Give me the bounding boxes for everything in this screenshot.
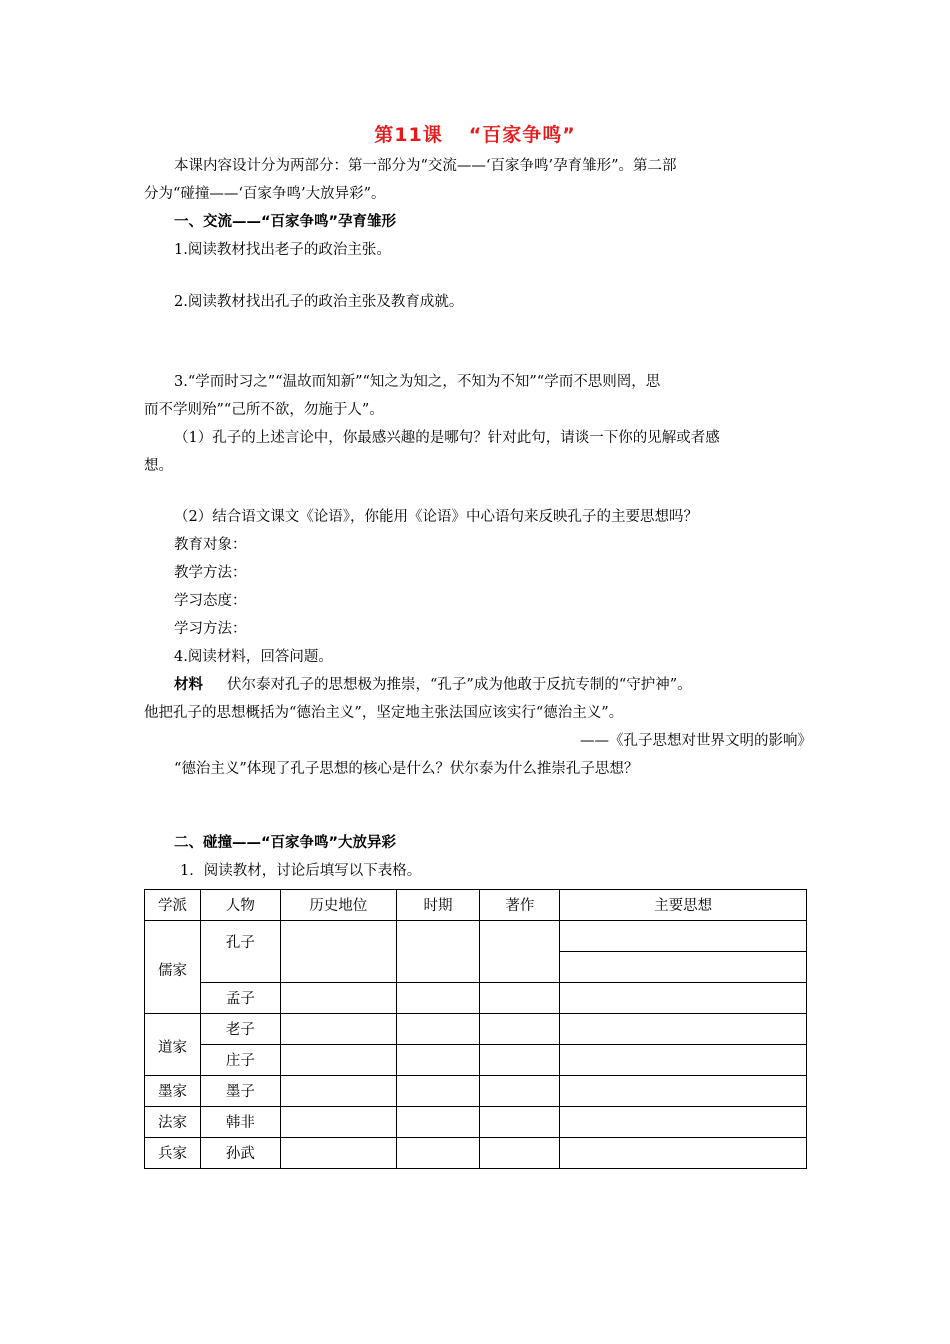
answer-cell[interactable] (396, 1045, 480, 1076)
question-3-1-line-1: （1）孔子的上述言论中，你最感兴趣的是哪句？针对此句，请谈一下你的见解或者感 (174, 430, 720, 446)
answer-cell[interactable] (480, 1138, 560, 1169)
answer-cell[interactable] (396, 1076, 480, 1107)
lesson-number: 第11课 (374, 124, 443, 146)
school-cell: 墨家 (145, 1076, 201, 1107)
answer-cell[interactable] (396, 1138, 480, 1169)
question-3-2: （2）结合语文课文《论语》，你能用《论语》中心语句来反映孔子的主要思想吗？ (174, 509, 698, 525)
material-label: 材料 (174, 677, 203, 693)
answer-cell[interactable] (560, 921, 807, 952)
answer-cell[interactable] (560, 1138, 807, 1169)
schools-table (144, 889, 807, 1169)
section1-heading: 一、交流——“百家争鸣”孕育雏形 (174, 214, 397, 230)
question-3-1-line-2: 想。 (144, 458, 173, 474)
person-cell: 老子 (200, 1014, 280, 1045)
question-4: 4.阅读材料，回答问题。 (174, 649, 333, 665)
answer-cell[interactable] (280, 1107, 396, 1138)
question-3-line-1: 3.“学而时习之”“温故而知新”“知之为知之，不知为不知”“学而不思则罔，思 (174, 374, 661, 390)
table-row (145, 1045, 807, 1076)
answer-cell[interactable] (480, 1045, 560, 1076)
header-person: 人物 (200, 890, 280, 921)
question-3-line-2: 而不学则殆”“己所不欲，勿施于人”。 (144, 402, 384, 418)
answer-cell[interactable] (280, 1014, 396, 1045)
person-cell: 韩非 (200, 1107, 280, 1138)
answer-cell[interactable] (280, 921, 396, 983)
answer-cell[interactable] (480, 1076, 560, 1107)
person-cell: 孔子 (200, 921, 280, 983)
field-education-target: 教育对象： (174, 537, 247, 553)
material-line-2: 他把孔子的思想概括为“德治主义”，坚定地主张法国应该实行“德治主义”。 (144, 705, 624, 721)
answer-cell[interactable] (280, 1138, 396, 1169)
person-cell: 孙武 (200, 1138, 280, 1169)
section2-question-1: 1．阅读教材，讨论后填写以下表格。 (180, 863, 422, 879)
answer-cell[interactable] (396, 1107, 480, 1138)
table-row (145, 1107, 807, 1138)
answer-cell[interactable] (480, 983, 560, 1014)
section2-heading: 二、碰撞——“百家争鸣”大放异彩 (174, 835, 397, 851)
table-row (145, 1014, 807, 1045)
header-works: 著作 (480, 890, 560, 921)
answer-cell[interactable] (480, 1107, 560, 1138)
answer-cell[interactable] (560, 983, 807, 1014)
field-learning-attitude: 学习态度： (174, 593, 247, 609)
answer-cell[interactable] (396, 983, 480, 1014)
answer-cell[interactable] (280, 983, 396, 1014)
header-historical-status: 历史地位 (280, 890, 396, 921)
question-4-prompt: “德治主义”体现了孔子思想的核心是什么？伏尔泰为什么推崇孔子思想？ (174, 761, 639, 777)
lesson-title (0, 120, 950, 147)
table-row (145, 1138, 807, 1169)
field-teaching-method: 教学方法： (174, 565, 247, 581)
field-learning-method: 学习方法： (174, 621, 247, 637)
header-main-ideas: 主要思想 (560, 890, 807, 921)
answer-cell[interactable] (480, 1014, 560, 1045)
answer-cell[interactable] (280, 1076, 396, 1107)
answer-cell[interactable] (280, 1045, 396, 1076)
lesson-topic: “百家争鸣” (468, 124, 576, 146)
material-source: ——《孔子思想对世界文明的影响》 (580, 733, 812, 749)
school-cell: 兵家 (145, 1138, 201, 1169)
table-header-row (145, 890, 807, 921)
table-row (145, 921, 807, 952)
school-cell: 儒家 (145, 921, 201, 1014)
answer-cell[interactable] (560, 1045, 807, 1076)
table-row (145, 983, 807, 1014)
answer-cell[interactable] (480, 921, 560, 983)
person-cell: 庄子 (200, 1045, 280, 1076)
answer-cell[interactable] (560, 1107, 807, 1138)
answer-cell[interactable] (396, 921, 480, 983)
table-row (145, 1076, 807, 1107)
person-cell: 孟子 (200, 983, 280, 1014)
person-cell: 墨子 (200, 1076, 280, 1107)
header-school: 学派 (145, 890, 201, 921)
material-line-1 (144, 671, 812, 699)
answer-cell[interactable] (560, 1076, 807, 1107)
intro-line-2: 分为“碰撞——‘百家争鸣’大放异彩”。 (144, 186, 386, 202)
material-text-1: 伏尔泰对孔子的思想极为推崇，“孔子”成为他敢于反抗专制的“守护神”。 (227, 677, 692, 693)
question-2: 2.阅读教材找出孔子的政治主张及教育成就。 (174, 294, 464, 310)
question-1: 1.阅读教材找出老子的政治主张。 (174, 242, 391, 258)
school-cell: 道家 (145, 1014, 201, 1076)
answer-cell[interactable] (560, 1014, 807, 1045)
intro-line-1: 本课内容设计分为两部分：第一部分为“交流——‘百家争鸣’孕育雏形”。第二部 (174, 158, 677, 174)
school-cell: 法家 (145, 1107, 201, 1138)
header-period: 时期 (396, 890, 480, 921)
answer-cell[interactable] (560, 952, 807, 983)
answer-cell[interactable] (396, 1014, 480, 1045)
